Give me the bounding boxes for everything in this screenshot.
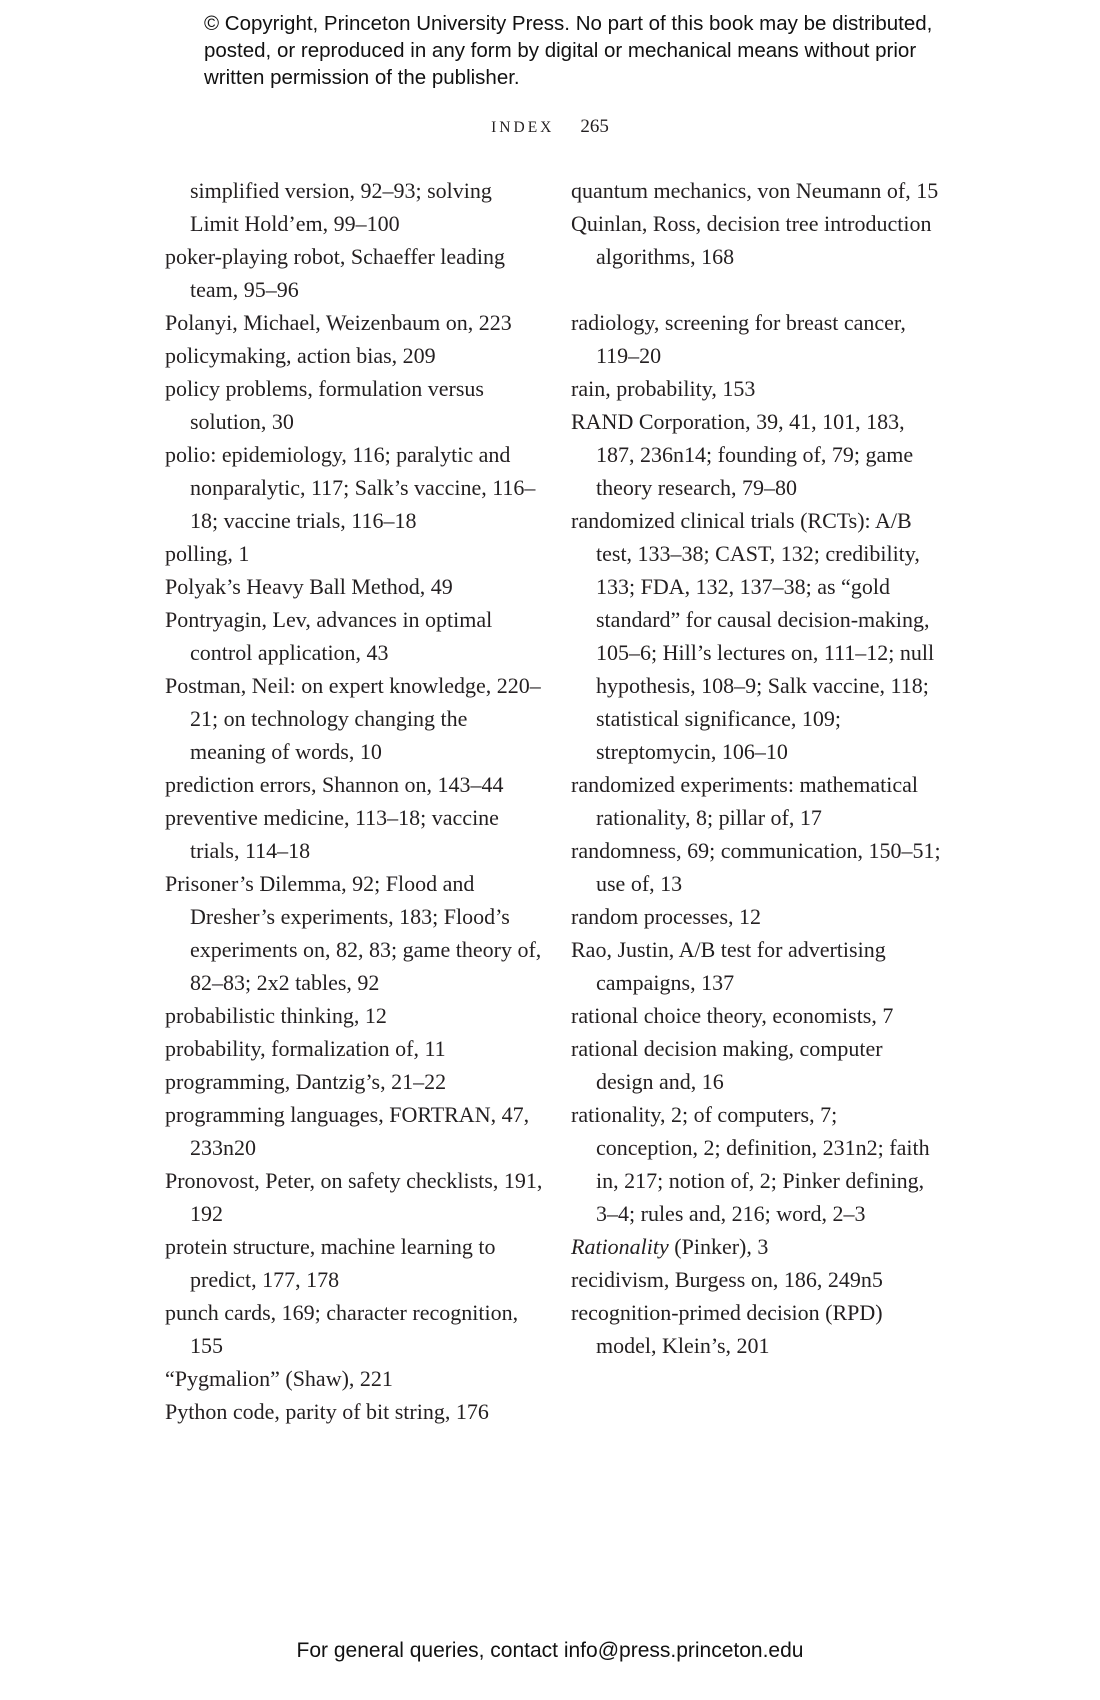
index-entry-list-r2 [571,1263,943,1362]
index-entry-continuation: simplified version, 92–93; solving Limit Hold’em, 99–100 [190,178,492,236]
index-entry-rationality-title [571,1230,943,1263]
index-entry: protein structure, machine learning to predict, 177, 178 [165,1234,496,1292]
index-entry: Polanyi, Michael, Weizenbaum on, 223 [165,310,512,335]
index-entry: randomized experiments: mathematical rationality, 8; pillar of, 17 [571,772,918,830]
book-title-locator: (Pinker), 3 [668,1234,769,1259]
index-entry: punch cards, 169; character recognition, 155 [165,1300,519,1358]
index-entry: Pronovost, Peter, on safety checklists, 191, 192 [165,1168,543,1226]
letter-group-gap [571,273,943,306]
index-entry: Python code, parity of bit string, 176 [165,1399,489,1424]
footer-contact: For general queries, contact info@press.princeton.edu [296,1639,804,1662]
running-head [0,114,1100,141]
running-head-label: INDEX [491,119,555,136]
index-entry: RAND Corporation, 39, 41, 101, 183, 187, 236n14; founding of, 79; game theory research, 79–80 [571,409,914,500]
index-entry: rain, probability, 153 [571,376,756,401]
index-entry: policymaking, action bias, 209 [165,343,436,368]
index-entry: polio: epidemiology, 116; paralytic and nonparalytic, 117; Salk’s vaccine, 116–18; vaccine trials, 116–18 [165,442,536,533]
page-number: 265 [580,116,609,137]
index-entry: Quinlan, Ross, decision tree introduction algorithms, 168 [571,211,932,269]
index-entry: random processes, 12 [571,904,762,929]
index-entry: programming, Dantzig’s, 21–22 [165,1069,447,1094]
index-column-right [571,174,943,1362]
index-entry: randomness, 69; communication, 150–51; use of, 13 [571,838,941,896]
index-entry: probabilistic thinking, 12 [165,1003,387,1028]
index-entry: preventive medicine, 113–18; vaccine trials, 114–18 [165,805,499,863]
index-entry: programming languages, FORTRAN, 47, 233n20 [165,1102,530,1160]
index-entry: rationality, 2; of computers, 7; conception, 2; definition, 231n2; faith in, 217; notion of, 2; Pinker defining, 3–4; rules and, 216; word, 2–3 [571,1102,930,1226]
index-entry: recognition-primed decision (RPD) model, Klein’s, 201 [571,1300,883,1358]
index-entry: Prisoner’s Dilemma, 92; Flood and Dresher’s experiments, 183; Flood’s experiments on, 82, 83; game theory of, 82–83; 2x2 tables, 92 [165,871,542,995]
book-title: Rationality [571,1234,669,1259]
index-entry: radiology, screening for breast cancer, 119–20 [571,310,906,368]
index-entry: Postman, Neil: on expert knowledge, 220–21; on technology changing the meaning of words, 10 [165,673,541,764]
index-entry: Rao, Justin, A/B test for advertising campaigns, 137 [571,937,886,995]
index-entry: Polyak’s Heavy Ball Method, 49 [165,574,453,599]
copyright-notice: © Copyright, Princeton University Press. No part of this book may be distributed, posted, or reproduced in any form by digital or mechanical means without prior written permission of the publisher. [204,12,933,89]
index-entry: Pontryagin, Lev, advances in optimal control application, 43 [165,607,493,665]
index-entry: rational decision making, computer design and, 16 [571,1036,883,1094]
index-entry-list-r [571,306,943,1230]
index-entry: policy problems, formulation versus solution, 30 [165,376,484,434]
index-entry: poker-playing robot, Schaeffer leading team, 95–96 [165,244,506,302]
index-entry: recidivism, Burgess on, 186, 249n5 [571,1267,883,1292]
index-entry: quantum mechanics, von Neumann of, 15 [571,178,939,203]
index-column-left [165,174,545,1428]
index-entry: rational choice theory, economists, 7 [571,1003,894,1028]
index-entry: polling, 1 [165,541,250,566]
index-entry: probability, formalization of, 11 [165,1036,446,1061]
index-entry: “Pygmalion” (Shaw), 221 [165,1366,393,1391]
index-entry: prediction errors, Shannon on, 143–44 [165,772,504,797]
index-entry-list-left [165,240,545,1428]
index-entry: randomized clinical trials (RCTs): A/B test, 133–38; CAST, 132; credibility, 133; FDA, 132, 137–38; as “gold standard” for causal decision-making, 105–6; Hill’s lectures on, 111–12; null hypothesis, 108–9; Salk vaccine, 118; statistical significance, 109; streptomycin, 106–10 [571,508,935,764]
index-entry-list-q [571,174,943,273]
